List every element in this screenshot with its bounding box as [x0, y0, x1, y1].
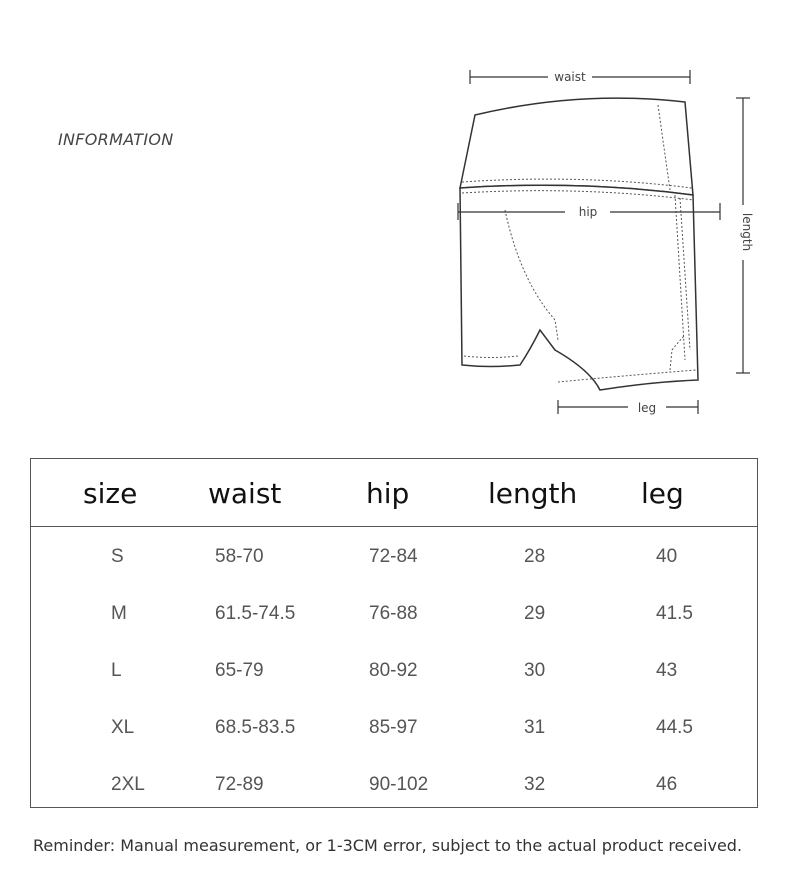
cell-length: 32 [524, 774, 546, 795]
table-row [31, 660, 757, 700]
reminder-note: Reminder: Manual measurement, or 1-3CM error, subject to the actual product received. [33, 836, 743, 855]
cell-waist: 68.5-83.5 [215, 717, 296, 738]
information-title: INFORMATION [58, 130, 174, 149]
hip-label: hip [578, 205, 598, 219]
cell-leg: 46 [656, 774, 678, 795]
header-size: size [83, 477, 138, 510]
shorts-measurement-diagram [440, 60, 770, 430]
length-label: length [740, 212, 754, 252]
table-row [31, 603, 757, 643]
cell-hip: 90-102 [369, 774, 429, 795]
size-table [30, 458, 758, 808]
header-leg: leg [641, 477, 684, 510]
cell-waist: 61.5-74.5 [215, 603, 296, 624]
cell-size: S [111, 546, 124, 567]
cell-hip: 72-84 [369, 546, 418, 567]
cell-length: 28 [524, 546, 546, 567]
cell-size: 2XL [111, 774, 145, 795]
cell-waist: 65-79 [215, 660, 264, 681]
table-row [31, 774, 757, 814]
cell-leg: 40 [656, 546, 678, 567]
cell-leg: 43 [656, 660, 678, 681]
header-hip: hip [366, 477, 410, 510]
cell-size: M [111, 603, 127, 624]
cell-length: 31 [524, 717, 546, 738]
leg-label: leg [637, 401, 657, 415]
cell-hip: 80-92 [369, 660, 418, 681]
table-row [31, 717, 757, 757]
shorts-outline [460, 98, 698, 390]
cell-hip: 85-97 [369, 717, 418, 738]
cell-length: 29 [524, 603, 546, 624]
shorts-drawing [440, 60, 770, 430]
table-row [31, 546, 757, 586]
cell-hip: 76-88 [369, 603, 418, 624]
table-header [31, 459, 757, 527]
header-waist: waist [208, 477, 282, 510]
cell-size: L [111, 660, 122, 681]
cell-leg: 44.5 [656, 717, 693, 738]
cell-waist: 72-89 [215, 774, 264, 795]
leg-dimension [558, 400, 698, 414]
header-length: length [488, 477, 578, 510]
cell-size: XL [111, 717, 135, 738]
cell-length: 30 [524, 660, 546, 681]
cell-waist: 58-70 [215, 546, 264, 567]
cell-leg: 41.5 [656, 603, 693, 624]
waist-label: waist [554, 70, 586, 84]
